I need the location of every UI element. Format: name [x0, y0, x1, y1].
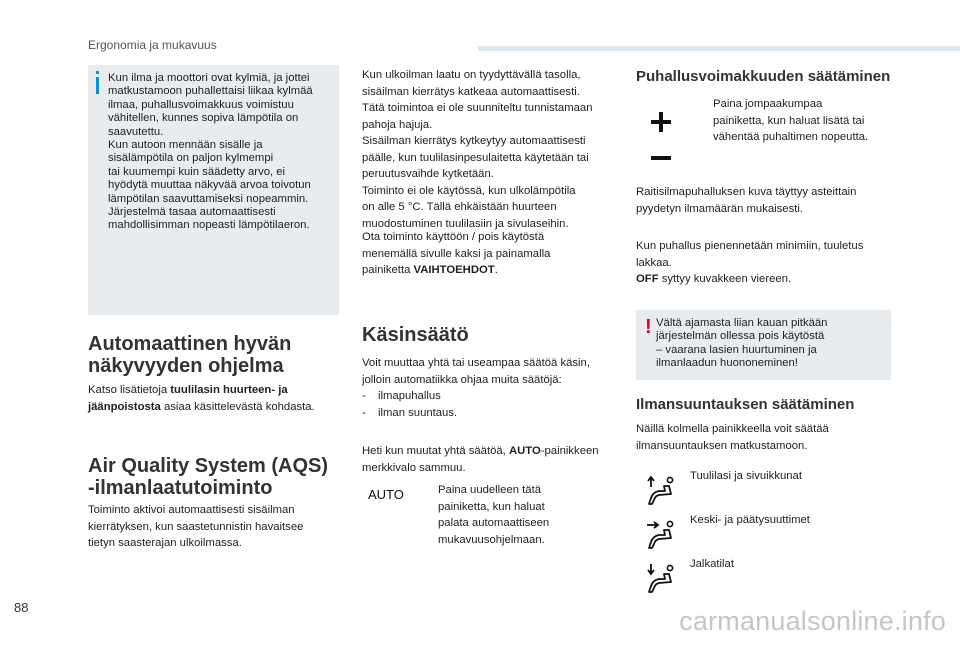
auto-text: Heti kun muutat yhtä säätöä, AUTO-painikkeen merkkivalo sammuu. — [362, 445, 599, 474]
auto-instruction: Paina uudelleen tätä painiketta, kun haluat palata automaattiseen mukavuusohjelmaan. — [438, 484, 550, 546]
list-dash: - — [362, 406, 366, 419]
toggle-text: Ota toiminto käyttöön / pois käytöstä menemällä sivulle kaksi ja painamalla painiketta VAIHTOEHDOT. — [362, 231, 551, 276]
airflow-windscreen-icon — [645, 474, 679, 508]
section-title: Ergonomia ja mukavuus — [88, 38, 217, 52]
airflow-footwell-icon — [645, 562, 679, 596]
info-text: Kun ilma ja moottori ovat kylmiä, ja jottei matkustamoon puhallettaisi liikaa kylmää ilmaa, puhallusvoimakkuus voimistuu vähitellen, kunnes sopiva lämpötila on saavutettu. Kun autoon mennään sisälle ja sisälämpötila on paljon kylmempi tai kuumempi kuin säädetty arvo, ei hyödytä muuttaa näkyvää arvoa toivotun lämpötilan saavuttamiseksi nopeammin. Järjestelmä tasaa automaattisesti mahdollisimman nopeasti lämpötilaeron. — [108, 72, 313, 232]
direction-option-face: Keski- ja päätysuuttimet — [690, 514, 810, 526]
minus-icon — [650, 155, 672, 161]
info-box — [88, 65, 339, 315]
warning-box — [636, 310, 891, 380]
warning-text: Vältä ajamasta liian kauan pitkään järjestelmän ollessa pois käytöstä – vaarana lasien huurtuminen ja ilmanlaadun huononeminen! — [656, 317, 828, 370]
warning-icon: ! — [645, 316, 652, 338]
fan-heading: Puhallusvoimakkuuden säätäminen — [636, 68, 891, 85]
recirculation-text: Kun ulkoilman laatu on tyydyttävällä tasolla, sisäilman kierrätys katkeaa automaattisesti. Tätä toimintoa ei ole suunniteltu tunnistamaan pahoja hajuja. Sisäilman kierrätys kytkeytyy automaattisesti päälle, kun tuulilasinpesulaitetta käytetään tai peruutusvaihde kytketään. Toiminto ei ole käytössä, kun ulkolämpötila on alle 5 °C. Tällä ehkäistään huurteen muodostuminen tuulilasiin ja sivulaseihin. — [362, 69, 593, 230]
direction-option-windscreen: Tuulilasi ja sivuikkunat — [690, 470, 802, 482]
manual-text: Voit muuttaa yhtä tai useampaa säätöä käsin, jolloin automatiikka ohjaa muita säätöjä: - ilmapuhallus - ilman suuntaus. — [362, 355, 624, 421]
direction-option-footwell: Jalkatilat — [690, 558, 734, 570]
info-icon — [96, 77, 99, 94]
visibility-text: Katso lisätietoja tuulilasin huurteen- ja jäänpoistosta asiaa käsittelevästä kohdasta. — [88, 384, 315, 413]
auto-button-icon: AUTO — [368, 487, 404, 502]
watermark: carmanualsonline.info — [679, 606, 946, 636]
list-dash: - — [362, 390, 366, 402]
aqs-text: Toiminto aktivoi automaattisesti sisäilman kierrätyksen, kun saastetunnistin havaitsee tietyn saasterajan ulkoilmassa. — [88, 504, 304, 549]
header-rule — [478, 46, 960, 51]
direction-heading: Ilmansuuntauksen säätäminen — [636, 396, 855, 413]
fan-instruction: Paina jompaakumpaa painiketta, kun haluat lisätä tai vähentää puhaltimen nopeutta. — [713, 98, 869, 143]
airflow-face-icon — [645, 518, 679, 552]
page-number: 88 — [14, 600, 29, 615]
aqs-heading: Air Quality System (AQS) -ilmanlaatutoiminto — [88, 455, 329, 499]
fan-min-text: Kun puhallus pienennetään minimiin, tuuletus lakkaa. OFF syttyy kuvakkeen viereen. — [636, 240, 864, 285]
plus-icon — [650, 111, 672, 133]
direction-text: Näillä kolmella painikkeella voit säätää ilmansuuntauksen matkustamoon. — [636, 423, 829, 452]
visibility-heading: Automaattinen hyvän näkyvyyden ohjelma — [88, 333, 292, 377]
fan-fill-text: Raitisilmapuhalluksen kuva täyttyy asteittain pyydetyn ilmamäärän mukaisesti. — [636, 186, 857, 215]
manual-heading: Käsinsäätö — [362, 324, 469, 346]
